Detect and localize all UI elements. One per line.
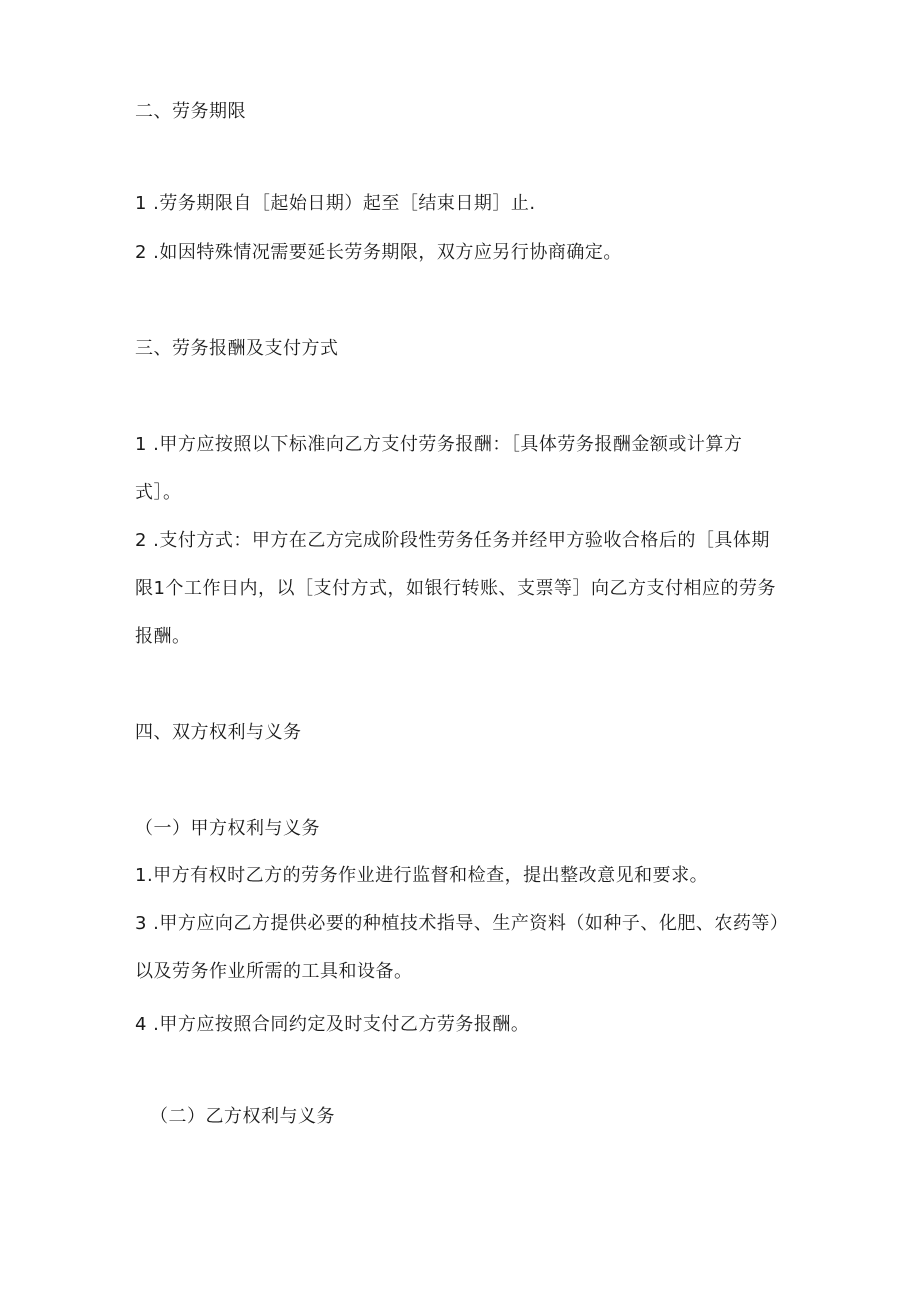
payment-item-1-line-1: 1 .甲方应按照以下标准向乙方支付劳务报酬：［具体劳务报酬金额或计算方 <box>135 434 743 455</box>
party-a-item-1: 1.甲方有权时乙方的劳务作业进行监督和检查，提出整改意见和要求。 <box>135 865 709 886</box>
subsection-heading-party-b: （二）乙方权利与义务 <box>150 1106 335 1127</box>
payment-item-1-line-2: 式］。 <box>135 482 182 503</box>
section-heading-term: 二、劳务期限 <box>135 101 246 122</box>
party-a-item-3-line-1: 3 .甲方应向乙方提供必要的种植技术指导、生产资料（如种子、化肥、农药等） <box>135 913 789 934</box>
payment-item-2-line-3: 报酬。 <box>135 626 191 647</box>
subsection-heading-party-a: （一）甲方权利与义务 <box>135 818 320 839</box>
payment-item-2-line-2: 限1个工作日内，以［支付方式，如银行转账、支票等］向乙方支付相应的劳务 <box>135 578 776 599</box>
section-heading-rights: 四、双方权利与义务 <box>135 722 302 743</box>
term-item-2: 2 .如因特殊情况需要延长劳务期限，双方应另行协商确定。 <box>135 242 622 263</box>
section-heading-payment: 三、劳务报酬及支付方式 <box>135 338 339 359</box>
party-a-item-4: 4 .甲方应按照合同约定及时支付乙方劳务报酬。 <box>135 1014 530 1035</box>
payment-item-2-line-1: 2 .支付方式：甲方在乙方完成阶段性劳务任务并经甲方验收合格后的［具体期 <box>135 530 770 551</box>
party-a-item-3-line-2: 以及劳务作业所需的工具和设备。 <box>135 961 413 982</box>
term-item-1: 1 .劳务期限自［起始日期）起至［结束日期］止. <box>135 193 536 214</box>
